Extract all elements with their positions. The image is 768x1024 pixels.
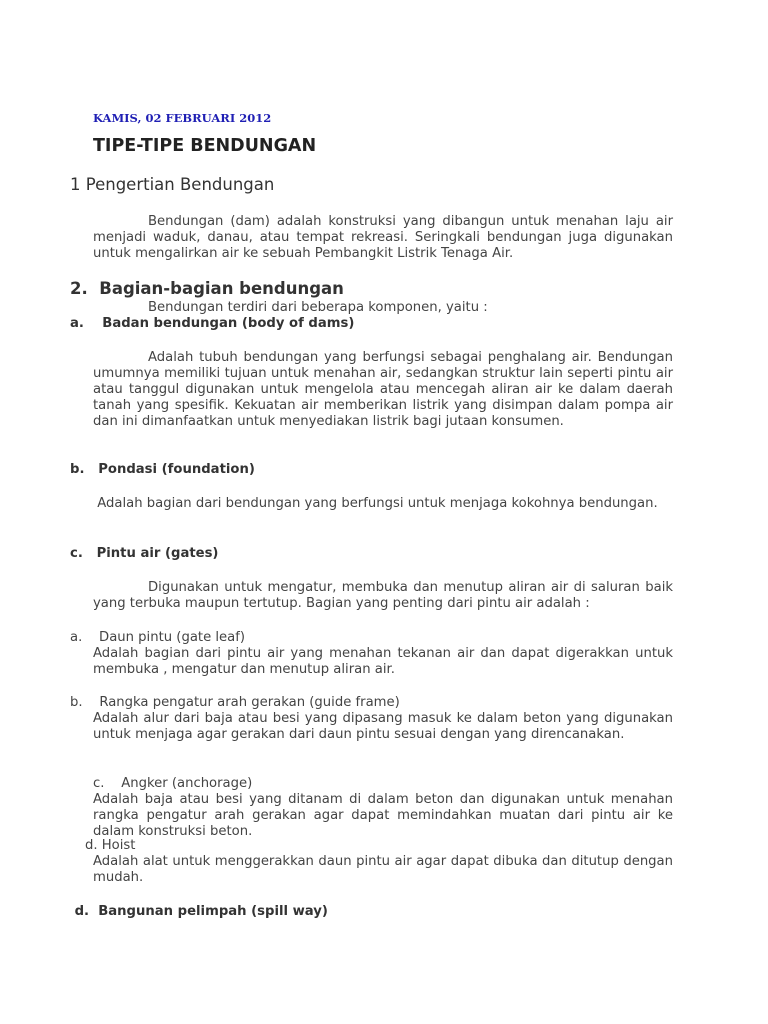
hoist-body: Adalah alat untuk menggerakkan daun pintu air agar dapat dibuka dan ditutup dengan mudah. — [93, 854, 673, 885]
subsection-b-heading: b. Pondasi (foundation) — [70, 462, 255, 477]
subsection-c-heading: c. Pintu air (gates) — [70, 546, 219, 561]
subsection-a-body: Adalah tubuh bendungan yang berfungsi sebagai penghalang air. Bendungan umumnya memiliki tujuan untuk menahan air, sedangkan struktur lain seperti pintu air atau tanggul digunakan untuk mengelola atau mencegah aliran air ke dalam daerah tanah yang spesifik. Kekuatan air memberikan listrik yang disimpan dalam pompa air dan ini dimanfaatkan untuk menyediakan listrik bagi jutaan konsumen. — [93, 350, 673, 429]
hoist-heading: d. Hoist — [85, 838, 136, 853]
section-1-heading: 1 Pengertian Bendungan — [70, 175, 275, 194]
section-1-body: Bendungan (dam) adalah konstruksi yang dibangun untuk menahan laju air menjadi waduk, danau, atau tempat rekreasi. Seringkali bendungan juga digunakan untuk mengalirkan air ke sebuah Pembangkit Listrik Tenaga Air. — [93, 214, 673, 261]
subsection-c-body: Digunakan untuk mengatur, membuka dan menutup aliran air di saluran baik yang terbuka maupun tertutup. Bagian yang penting dari pintu air adalah : — [93, 580, 673, 611]
gate-leaf-heading: a. Daun pintu (gate leaf) — [70, 630, 246, 645]
anchorage-body: Adalah baja atau besi yang ditanam di dalam beton dan digunakan untuk menahan rangka pengatur arah gerakan agar dapat memindahkan muatan dari pintu air ke dalam konstruksi beton. — [93, 792, 673, 839]
post-date: KAMIS, 02 FEBRUARI 2012 — [93, 111, 272, 125]
gate-leaf-body: Adalah bagian dari pintu air yang menahan tekanan air dan dapat digerakkan untuk membuka , mengatur dan menutup aliran air. — [93, 646, 673, 677]
guide-frame-body: Adalah alur dari baja atau besi yang dipasang masuk ke dalam beton yang digunakan untuk menjaga agar gerakan dari daun pintu sesuai dengan yang direncanakan. — [93, 711, 673, 742]
page-title: TIPE-TIPE BENDUNGAN — [93, 136, 317, 156]
subsection-b-body: Adalah bagian dari bendungan yang berfungsi untuk menjaga kokohnya bendungan. — [93, 496, 658, 511]
subsection-d-heading: d. Bangunan pelimpah (spill way) — [70, 904, 328, 919]
section-2-intro: Bendungan terdiri dari beberapa komponen, yaitu : — [148, 300, 488, 315]
anchorage-heading: c. Angker (anchorage) — [93, 776, 253, 791]
subsection-a-heading: a. Badan bendungan (body of dams) — [70, 316, 355, 331]
guide-frame-heading: b. Rangka pengatur arah gerakan (guide frame) — [70, 695, 400, 710]
section-2-heading: 2. Bagian-bagian bendungan — [70, 279, 344, 298]
